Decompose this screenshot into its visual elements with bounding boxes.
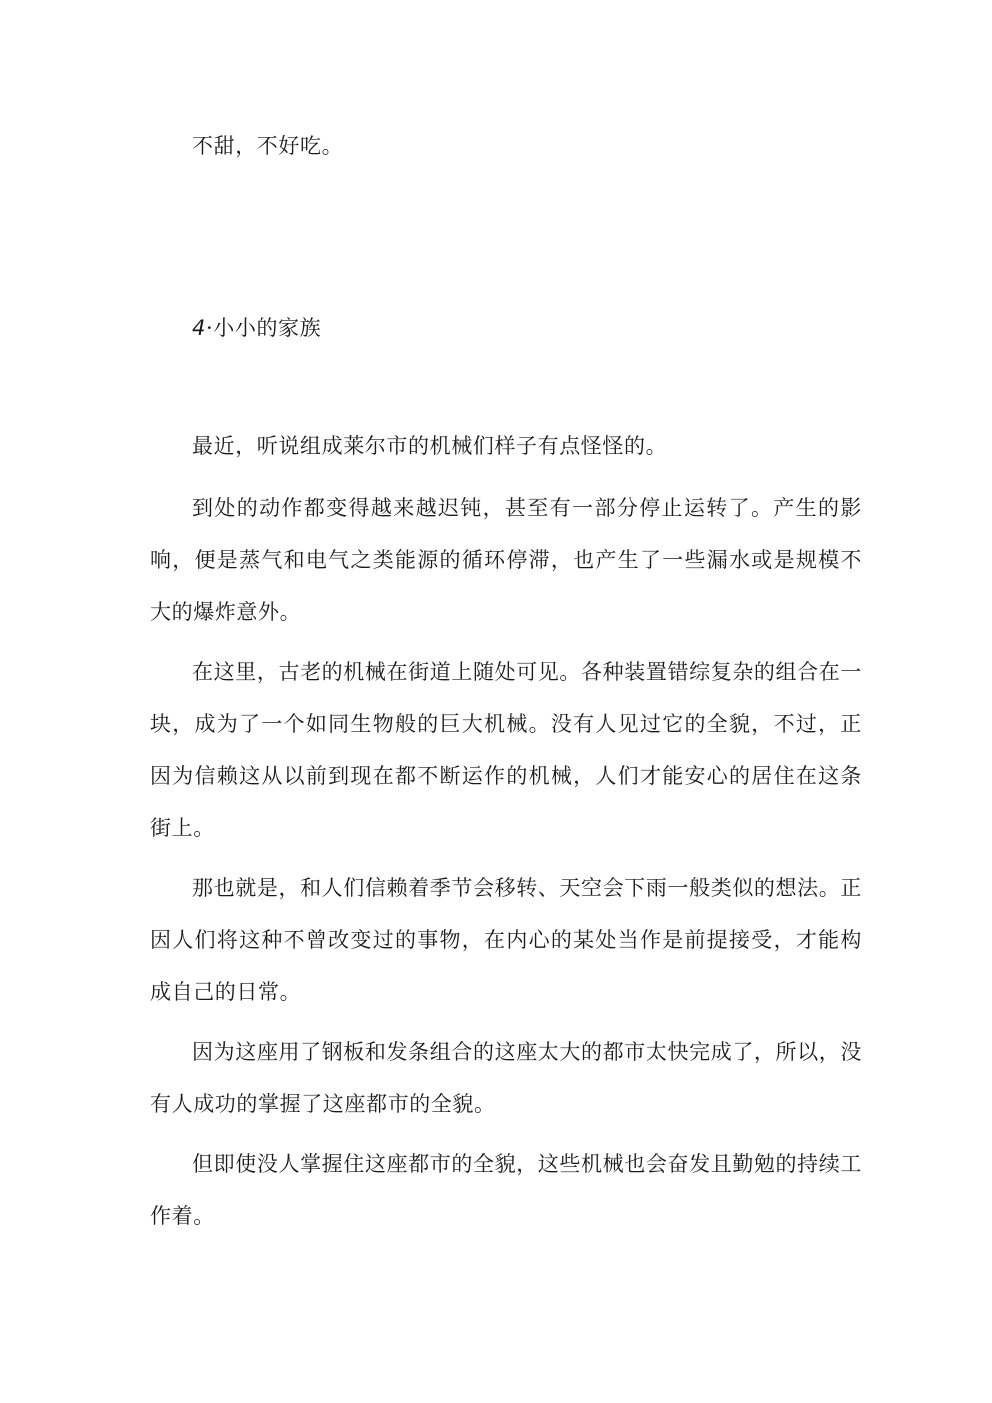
section-number: 4 bbox=[192, 316, 206, 340]
paragraph: 最近，听说组成莱尔市的机械们样子有点怪怪的。 bbox=[192, 434, 668, 458]
section-title: 小小的家族 bbox=[213, 316, 322, 340]
paragraph: 那也就是，和人们信赖着季节会移转、天空会下雨一般类似的想法。正因人们将这种不曾改变过的事物，在内心的某处当作是前提接受，才能构成自己的日常。 bbox=[150, 876, 862, 1004]
paragraph: 在这里，古老的机械在街道上随处可见。各种装置错综复杂的组合在一块，成为了一个如同生物般的巨大机械。没有人见过它的全貌，不过，正因为信赖这从以前到现在都不断运作的机械，人们才能安心的居住在这条街上。 bbox=[150, 660, 862, 840]
paragraph: 到处的动作都变得越来越迟钝，甚至有一部分停止运转了。产生的影响，便是蒸气和电气之类能源的循环停滞，也产生了一些漏水或是规模不大的爆炸意外。 bbox=[150, 496, 862, 624]
paragraph: 因为这座用了钢板和发条组合的这座太大的都市太快完成了，所以，没有人成功的掌握了这座都市的全貌。 bbox=[150, 1040, 862, 1116]
paragraph: 但即使没人掌握住这座都市的全貌，这些机械也会奋发且勤勉的持续工作着。 bbox=[150, 1152, 862, 1228]
section-heading bbox=[192, 312, 321, 344]
section-separator: · bbox=[205, 316, 214, 340]
lead-line: 不甜，不好吃。 bbox=[192, 134, 344, 158]
